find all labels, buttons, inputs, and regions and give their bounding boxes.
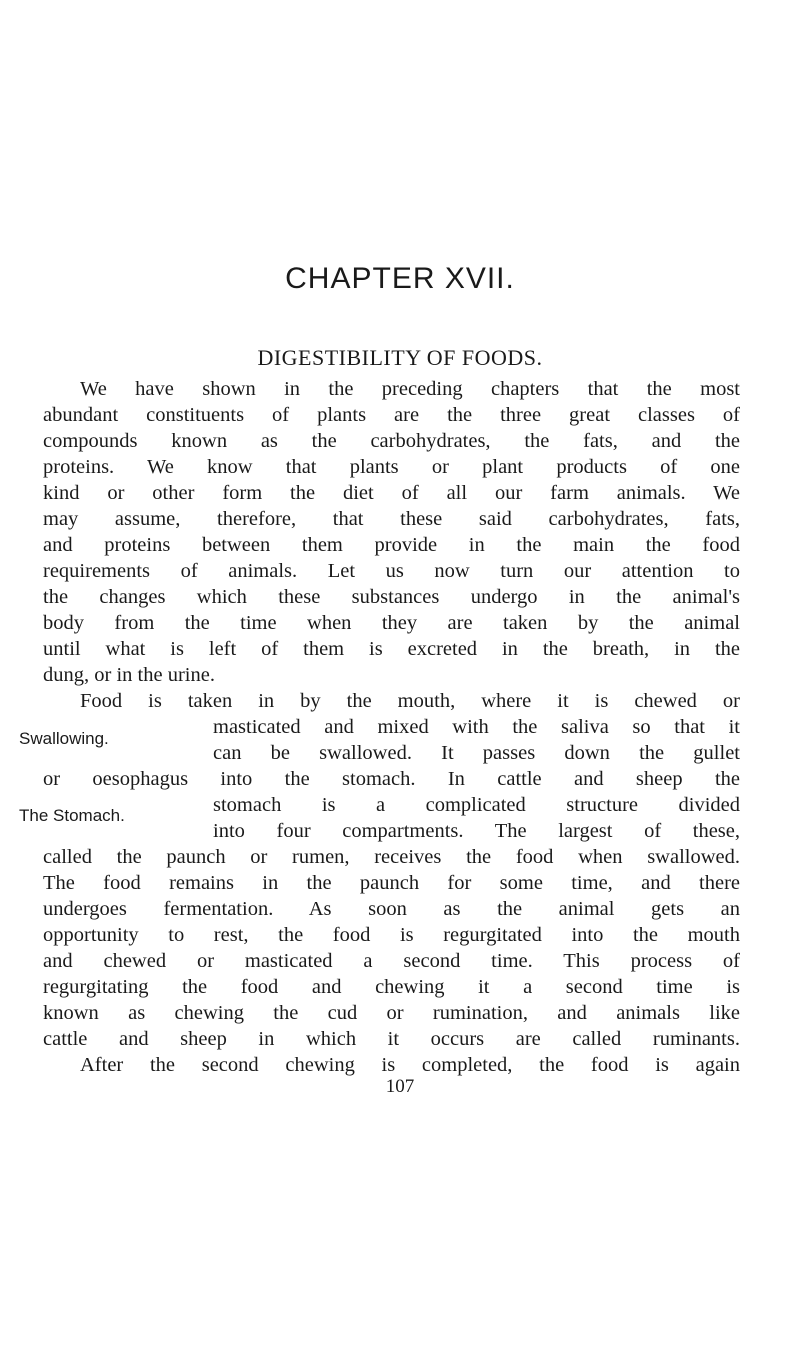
text-line: cattle and sheep in which it occurs are called ruminants. bbox=[43, 1028, 740, 1050]
chapter-heading: CHAPTER XVII. bbox=[285, 262, 515, 295]
text-line: and proteins between them provide in the main the food bbox=[43, 534, 740, 556]
text-line: can be swallowed. It passes down the gullet bbox=[213, 742, 740, 764]
text-line: called the paunch or rumen, receives the food when swallowed. bbox=[43, 846, 740, 868]
text-line: body from the time when they are taken by the animal bbox=[43, 612, 740, 634]
text-line: abundant constituents of plants are the three great classes of bbox=[43, 404, 740, 426]
text-line: Food is taken in by the mouth, where it is chewed or bbox=[80, 690, 740, 712]
text-line: masticated and mixed with the saliva so that it bbox=[213, 716, 740, 738]
text-line: into four compartments. The largest of these, bbox=[213, 820, 740, 842]
text-line: opportunity to rest, the food is regurgitated into the mouth bbox=[43, 924, 740, 946]
text-line: We have shown in the preceding chapters that the most bbox=[80, 378, 740, 400]
text-line: until what is left of them is excreted in the breath, in the bbox=[43, 638, 740, 660]
margin-note-swallowing: Swallowing. bbox=[19, 729, 109, 748]
text-line: dung, or in the urine. bbox=[43, 664, 215, 686]
margin-note-stomach: The Stomach. bbox=[19, 806, 125, 825]
chapter-title: DIGESTIBILITY OF FOODS. bbox=[257, 345, 543, 370]
text-line: kind or other form the diet of all our farm animals. We bbox=[43, 482, 740, 504]
text-line: and chewed or masticated a second time. This process of bbox=[43, 950, 740, 972]
text-line: requirements of animals. Let us now turn our attention to bbox=[43, 560, 740, 582]
text-line: compounds known as the carbohydrates, the fats, and the bbox=[43, 430, 740, 452]
text-line: proteins. We know that plants or plant products of one bbox=[43, 456, 740, 478]
text-line: undergoes fermentation. As soon as the animal gets an bbox=[43, 898, 740, 920]
text-line: may assume, therefore, that these said carbohydrates, fats, bbox=[43, 508, 740, 530]
text-line: stomach is a complicated structure divided bbox=[213, 794, 740, 816]
text-line: regurgitating the food and chewing it a second time is bbox=[43, 976, 740, 998]
text-line: The food remains in the paunch for some time, and there bbox=[43, 872, 740, 894]
text-line: or oesophagus into the stomach. In cattle and sheep the bbox=[43, 768, 740, 790]
text-line: After the second chewing is completed, the food is again bbox=[80, 1054, 740, 1076]
page-number: 107 bbox=[385, 1076, 415, 1097]
text-line: known as chewing the cud or rumination, and animals like bbox=[43, 1002, 740, 1024]
text-line: the changes which these substances undergo in the animal's bbox=[43, 586, 740, 608]
